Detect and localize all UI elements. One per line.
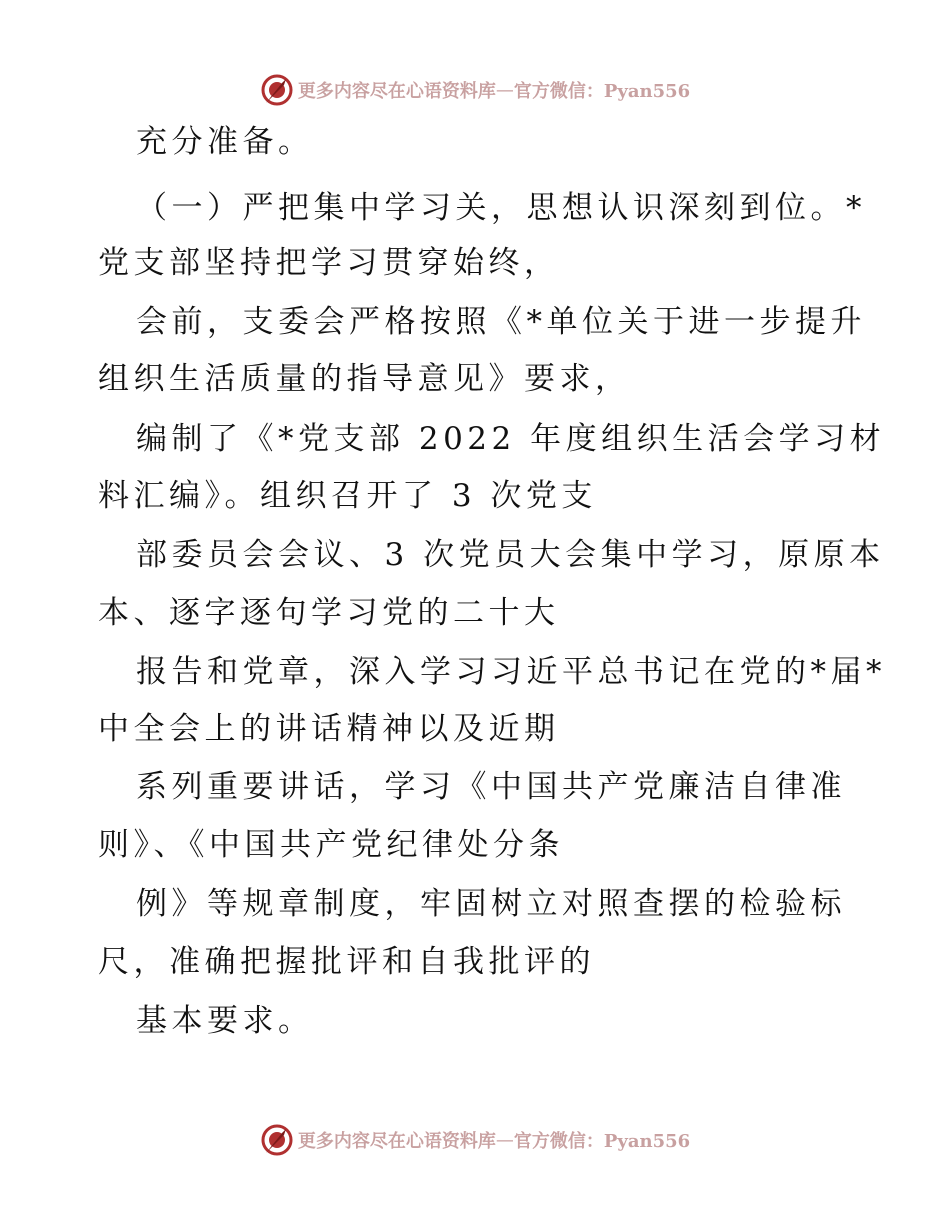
body-line-9: 本、逐字逐句学习党的二十大 [98, 595, 560, 631]
body-line-14: 例》等规章制度，牢固树立对照查摆的检验标 [136, 886, 846, 922]
body-line-6: 编制了《*党支部 2022 年度组织生活会学习材 [136, 421, 886, 457]
body-line-4: 会前，支委会严格按照《*单位关于进一步提升 [136, 304, 866, 340]
body-line-13: 则》、《中国共产党纪律处分条 [98, 827, 564, 863]
watermark-sub-text: 官方微信：Pyan556 [513, 81, 691, 102]
body-line-15: 尺，准确把握批评和自我批评的 [98, 944, 595, 980]
body-line-1: 充分准备。 [136, 124, 314, 160]
watermark-dash: — [495, 1129, 514, 1151]
quill-logo-icon [260, 1123, 294, 1157]
watermark-main-text: 更多内容尽在心语资料库 [297, 1131, 496, 1152]
body-line-11: 中全会上的讲话精神以及近期 [98, 711, 560, 747]
body-line-7: 料汇编》。组织召开了 3 次党支 [98, 478, 597, 514]
watermark-dash: — [495, 79, 514, 101]
header-watermark [0, 70, 950, 110]
body-line-5: 组织生活质量的指导意见》要求， [98, 361, 631, 397]
body-line-2: （一）严把集中学习关，思想认识深刻到位。* [136, 190, 866, 226]
watermark-main-text: 更多内容尽在心语资料库 [297, 81, 496, 102]
body-line-16: 基本要求。 [136, 1003, 314, 1039]
body-line-8: 部委员会会议、3 次党员大会集中学习，原原本 [136, 537, 885, 573]
quill-logo-icon [260, 73, 294, 107]
body-line-3: 党支部坚持把学习贯穿始终， [98, 245, 560, 281]
footer-watermark [0, 1120, 950, 1160]
body-line-12: 系列重要讲话，学习《中国共产党廉洁自律准 [136, 769, 846, 805]
body-line-10: 报告和党章，深入学习习近平总书记在党的*届* [136, 654, 886, 690]
watermark-sub-text: 官方微信：Pyan556 [513, 1131, 691, 1152]
